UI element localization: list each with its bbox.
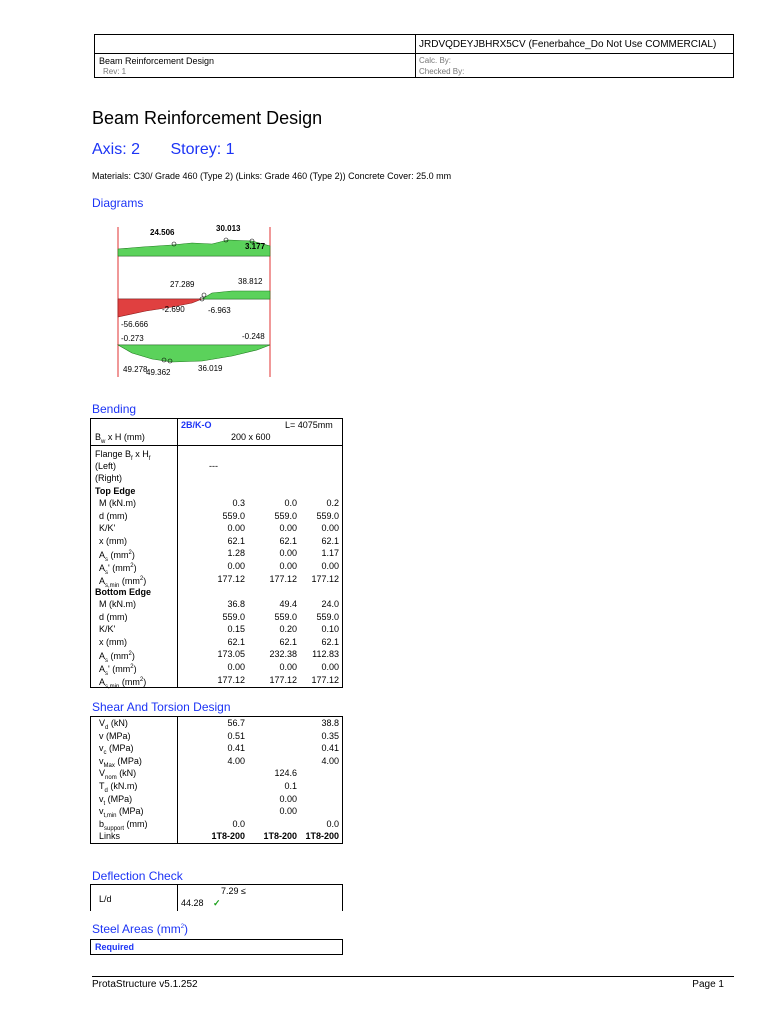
flange-value: --- [209, 461, 218, 471]
moment-label: 30.013 [216, 224, 241, 233]
deflection-value: 7.29 ≤ [221, 886, 246, 896]
shear-cell: 124.6 [274, 768, 297, 779]
span-id: 2B/K-O [181, 420, 212, 430]
storey-label: Storey: 1 [170, 141, 235, 158]
shear-cell: 0.41 [227, 743, 245, 754]
deflection-label: -0.273 [121, 334, 144, 343]
top-edge-label: Top Edge [95, 486, 136, 496]
top-edge-row [91, 535, 342, 547]
bottom-edge-cell: 173.05 [217, 649, 245, 660]
bottom-edge-row-label: $A_s'$ $(mm^2)$ [99, 664, 137, 677]
shear-row [91, 767, 342, 782]
shear-negative-area [118, 299, 202, 317]
top-edge-row [91, 497, 342, 509]
shear-cell: 0.51 [227, 730, 245, 741]
axis-storey [92, 141, 261, 159]
bottom-edge-cell: 0.15 [227, 624, 245, 635]
shear-cell: 0.41 [321, 743, 339, 754]
bottom-edge-row [91, 636, 342, 648]
header-divider [95, 53, 733, 54]
bottom-edge-row [91, 674, 342, 690]
deflection-label: 49.362 [146, 368, 171, 377]
bottom-edge-row [91, 661, 342, 677]
revision: Rev: 1 [103, 67, 127, 76]
bottom-edge-row-label: $A_{s,min}$ $(mm^2)$ [99, 676, 147, 690]
top-edge-cell: 0.00 [321, 523, 339, 534]
bottom-edge-row [91, 586, 342, 598]
steel-table [90, 939, 343, 955]
flange-label: Flange $B_f$ x $H_f$ [95, 449, 151, 462]
top-edge-cell: 1.28 [227, 548, 245, 559]
bottom-edge-cell: 0.00 [227, 662, 245, 672]
flange-right: (Right) [95, 473, 123, 483]
axis-label: Axis: 2 [92, 141, 141, 158]
top-edge-cell: 559.0 [222, 510, 245, 521]
top-edge-cell: 559.0 [274, 510, 297, 521]
top-edge-row-label: $A_s'$ $(mm^2)$ [99, 563, 137, 576]
shear-cell: 0.35 [321, 730, 339, 741]
top-edge-cell: 0.00 [279, 523, 297, 534]
shear-row [91, 717, 342, 729]
section-label: $B_w$ x H (mm) [95, 432, 145, 445]
shear-cell: 1T8-200 [305, 831, 339, 842]
page-number: Page 1 [692, 979, 724, 990]
bottom-edge-cell: 232.38 [269, 649, 297, 660]
beam-diagrams [112, 221, 282, 381]
top-edge-row [91, 485, 342, 497]
bottom-edge-cell: 24.0 [321, 599, 339, 609]
top-edge-cell: 177.12 [311, 573, 339, 584]
deflection-heading: Deflection Check [92, 869, 183, 883]
shear-row-label: Links [99, 831, 121, 842]
shear-row [91, 830, 342, 842]
top-edge-cell: 0.00 [279, 561, 297, 571]
section-value: 200 x 600 [231, 432, 271, 442]
shear-cell: 0.00 [279, 793, 297, 804]
bottom-edge-cell: 177.12 [311, 674, 339, 685]
bottom-edge-row [91, 611, 342, 623]
calc-by: Calc. By: [419, 56, 452, 65]
flange-left: (Left) [95, 461, 117, 471]
top-edge-row-label: $A_{s,min}$ $(mm^2)$ [99, 575, 147, 589]
shear-row-label: $v_{Max}$ (MPa) [99, 755, 142, 769]
shear-row-label: $T_d$ (kN.m) [99, 781, 138, 794]
bottom-edge-cell: 0.00 [279, 662, 297, 672]
bottom-edge-cell: 36.8 [227, 599, 245, 609]
shear-row [91, 730, 342, 742]
header-title: Beam Reinforcement Design [99, 56, 215, 66]
moment-label: 24.506 [150, 228, 175, 237]
bottom-edge-cell: 559.0 [316, 611, 339, 622]
top-edge-cell: 1.17 [321, 548, 339, 559]
steel-heading: Steel Areas $(mm^2)$ [92, 922, 189, 936]
deflection-area [118, 345, 270, 362]
shear-cell: 0.1 [284, 781, 297, 791]
bending-heading: Bending [92, 402, 137, 416]
bottom-edge-cell: 559.0 [222, 611, 245, 622]
shear-table [90, 716, 343, 844]
shear-cell: 1T8-200 [211, 831, 245, 842]
shear-cell: 4.00 [227, 755, 245, 766]
shear-cell: 0.0 [326, 818, 339, 829]
check-icon: ✓ [213, 898, 221, 908]
bottom-edge-cell: 62.1 [321, 636, 339, 647]
top-edge-row-label: x (mm) [99, 535, 127, 546]
flange-row [91, 448, 342, 460]
shear-row [91, 755, 342, 767]
shear-row-label: $v_c$ (MPa) [99, 743, 134, 756]
footer-divider [92, 976, 734, 977]
flange-left-row [91, 460, 342, 472]
top-edge-cell: 62.1 [321, 535, 339, 546]
diagrams-heading: Diagrams [92, 196, 144, 210]
shear-cell: 0.0 [232, 818, 245, 829]
bottom-edge-cell: 49.4 [279, 599, 297, 609]
shear-cell: 1T8-200 [263, 831, 297, 842]
shear-label: -2.690 [162, 305, 185, 314]
bottom-edge-cell: 177.12 [217, 674, 245, 685]
checked-by: Checked By: [419, 67, 465, 76]
top-edge-row-label: d (mm) [99, 510, 128, 521]
bottom-edge-row-label: x (mm) [99, 636, 127, 647]
shear-row [91, 780, 342, 792]
shear-row-label: $v_t$ (MPa) [99, 793, 133, 807]
top-edge-cell: 177.12 [217, 573, 245, 584]
bottom-edge-label: Bottom Edge [95, 587, 151, 597]
shear-label: 27.289 [170, 280, 195, 289]
shear-heading: Shear And Torsion Design [92, 700, 231, 714]
shear-cell: 4.00 [321, 755, 339, 766]
bottom-edge-row [91, 598, 342, 610]
top-edge-row [91, 573, 342, 589]
bottom-edge-row [91, 623, 342, 635]
shear-label: 38.812 [238, 277, 263, 286]
span-row [91, 419, 342, 431]
top-edge-row-label: M (kN.m) [99, 498, 136, 508]
deflection-label: -0.248 [242, 332, 265, 341]
top-edge-row [91, 522, 342, 534]
materials-line: Materials: C30/ Grade 460 (Type 2) (Links: Grade 460 (Type 2)) Concrete Cover: 25.0 mm [92, 171, 452, 181]
bottom-edge-row-label: $A_s$ $(mm^2)$ [99, 651, 135, 665]
deflection-label: 49.278 [123, 365, 148, 374]
document-header [94, 34, 734, 78]
shear-cell: 38.8 [321, 718, 339, 728]
top-edge-cell: 62.1 [279, 535, 297, 546]
top-edge-cell: 0.00 [227, 561, 245, 571]
top-edge-row [91, 510, 342, 522]
required-label: Required [95, 942, 135, 952]
top-edge-cell: 0.00 [279, 548, 297, 559]
shear-row-label: $b_{support}$ (mm) [99, 818, 148, 832]
top-edge-cell: 0.00 [321, 561, 339, 571]
bottom-edge-cell: 62.1 [279, 636, 297, 647]
top-edge-cell: 177.12 [269, 573, 297, 584]
shear-row [91, 818, 342, 830]
shear-cell: 0.00 [279, 806, 297, 817]
bottom-edge-row [91, 648, 342, 665]
top-edge-cell: 62.1 [227, 535, 245, 546]
top-edge-cell: 0.2 [326, 498, 339, 508]
shear-positive-area [202, 291, 270, 299]
deflection-table [90, 884, 343, 911]
top-edge-row-label: K/K' [99, 523, 116, 534]
shear-point [202, 293, 206, 297]
shear-label: -6.963 [208, 306, 231, 315]
top-edge-cell: 0.0 [284, 498, 297, 508]
shear-row-label: $V_d$ (kN) [99, 718, 128, 731]
bottom-edge-cell: 177.12 [269, 674, 297, 685]
bottom-edge-row-label: K/K' [99, 624, 116, 635]
bottom-edge-cell: 0.20 [279, 624, 297, 635]
page-title: Beam Reinforcement Design [92, 108, 323, 128]
top-edge-cell: 0.3 [232, 498, 245, 508]
moment-label: 3.177 [245, 242, 266, 251]
bending-table [90, 418, 343, 688]
top-edge-cell: 559.0 [316, 510, 339, 521]
header-divider [415, 35, 416, 77]
bottom-edge-cell: 0.00 [321, 662, 339, 672]
top-edge-row-label: $A_s$ $(mm^2)$ [99, 550, 135, 564]
shear-row [91, 805, 342, 817]
shear-row-label: $V_{nom}$ (kN) [99, 768, 137, 782]
shear-row-label: v (MPa) [99, 730, 131, 741]
shear-label: -56.666 [121, 320, 149, 329]
bottom-edge-cell: 559.0 [274, 611, 297, 622]
span-length: L= 4075mm [285, 420, 333, 430]
footer-software: ProtaStructure v5.1.252 [92, 979, 198, 990]
top-edge-row [91, 547, 342, 564]
flange-right-row [91, 472, 342, 484]
bottom-edge-cell: 62.1 [227, 636, 245, 647]
top-edge-row [91, 560, 342, 576]
job-reference: JRDVQDEYJBHRX5CV (Fenerbahce_Do Not Use COMMERCIAL) [419, 39, 717, 50]
bottom-edge-cell: 112.83 [312, 649, 339, 660]
bottom-edge-cell: 0.10 [321, 624, 339, 635]
top-edge-cell: 0.00 [227, 523, 245, 534]
deflection-label: L/d [99, 894, 112, 904]
bottom-edge-row-label: d (mm) [99, 611, 128, 622]
shear-row-label: $v_{t,min}$ (MPa) [99, 806, 144, 819]
shear-row [91, 742, 342, 754]
shear-row [91, 793, 342, 805]
row-divider [91, 445, 342, 446]
deflection-limit: 44.28 [181, 898, 204, 908]
deflection-label: 36.019 [198, 364, 223, 373]
section-row [91, 431, 342, 443]
shear-cell: 56.7 [227, 718, 245, 728]
bottom-edge-row-label: M (kN.m) [99, 599, 136, 609]
